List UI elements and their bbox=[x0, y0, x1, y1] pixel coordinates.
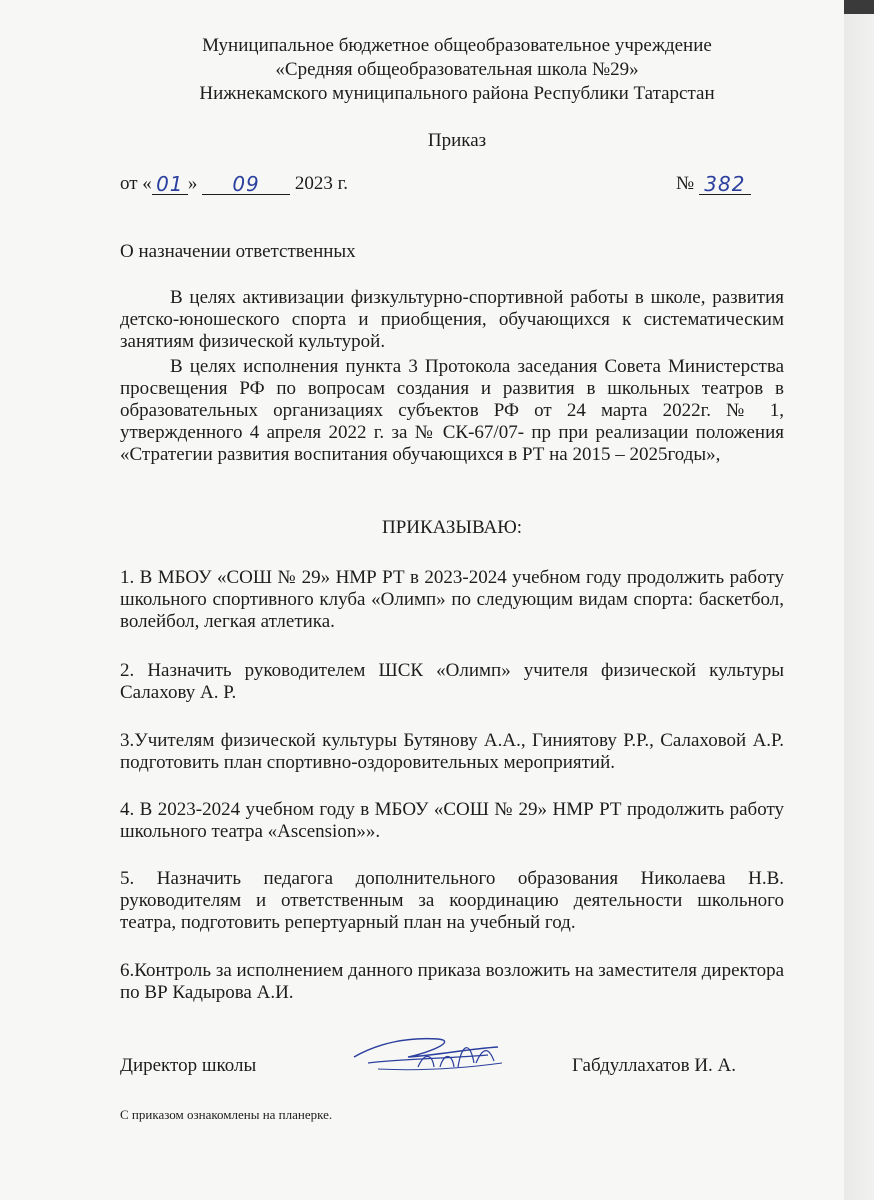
handwritten-signature bbox=[348, 1023, 508, 1083]
date-month-blank bbox=[202, 172, 290, 195]
signatory-role: Директор школы bbox=[120, 1055, 257, 1076]
scan-edge bbox=[844, 0, 874, 1200]
order-item-1: 1. В МБОУ «СОШ № 29» НМР РТ в 2023-2024 учебном году продолжить работу школьного спортивного клуба «Олимп» по следующим видам спорта: баскетбол, волейбол, легкая атлетика. bbox=[120, 567, 784, 632]
scan-edge-mark bbox=[844, 0, 874, 14]
preamble-paragraph-1: В целях активизации физкультурно-спортивной работы в школе, развития детско-юношеского спорта и приобщения, обучающихся к систематическим занятиям физической культурой. bbox=[120, 287, 784, 352]
order-item-4: 4. В 2023-2024 учебном году в МБОУ «СОШ № 29» НМР РТ продолжить работу школьного театра «Ascension»». bbox=[120, 799, 784, 842]
number-blank bbox=[699, 172, 751, 195]
acknowledgement-note: С приказом ознакомлены на планерке. bbox=[120, 1107, 333, 1122]
date-year: 2023 г. bbox=[294, 173, 348, 194]
order-item-3: 3.Учителям физической культуры Бутянову А.А., Гиниятову Р.Р., Салаховой А.Р. подготовить план спортивно-оздоровительных мероприятий. bbox=[120, 730, 784, 773]
order-date bbox=[120, 172, 348, 195]
date-mid: » bbox=[187, 173, 198, 194]
date-prefix: от « bbox=[120, 173, 152, 194]
order-item-5: 5. Назначить педагога дополнительного образования Николаева Н.В. руководителям и ответственным за координацию деятельности школьного театра, подготовить репертуарный план на учебный год. bbox=[120, 868, 784, 933]
institution-header bbox=[120, 34, 794, 106]
signatory-name: Габдуллахатов И. А. bbox=[572, 1055, 737, 1076]
number-value: 382 bbox=[704, 172, 746, 196]
order-item-2: 2. Назначить руководителем ШСК «Олимп» учителя физической культуры Салахову А. Р. bbox=[120, 660, 784, 703]
header-line-3: Нижнекамского муниципального района Республики Татарстан bbox=[199, 83, 715, 104]
document-type: Приказ bbox=[427, 130, 487, 151]
order-subject: О назначении ответственных bbox=[120, 241, 356, 262]
date-month: 09 bbox=[232, 172, 260, 196]
order-number bbox=[676, 172, 751, 195]
order-item-6: 6.Контроль за исполнением данного приказа возложить на заместителя директора по ВР Кадырова А.И. bbox=[120, 960, 784, 1003]
date-day: 01 bbox=[156, 172, 184, 196]
date-day-blank bbox=[152, 172, 188, 195]
order-word: ПРИКАЗЫВАЮ: bbox=[381, 517, 523, 538]
header-line-2: «Средняя общеобразовательная школа №29» bbox=[275, 59, 639, 80]
preamble-paragraph-2: В целях исполнения пункта 3 Протокола заседания Совета Министерства просвещения РФ по вопросам создания и развития в школьных театров в образовательных организациях субъектов РФ от 24 марта 2022г. № 1, утвержденного 4 апреля 2022 г. за № СК-67/07- пр при реализации положения «Стратегии развития воспитания обучающихся в РТ на 2015 – 2025годы», bbox=[120, 356, 784, 465]
header-line-1: Муниципальное бюджетное общеобразовательное учреждение bbox=[202, 35, 712, 56]
number-label: № bbox=[676, 173, 695, 194]
